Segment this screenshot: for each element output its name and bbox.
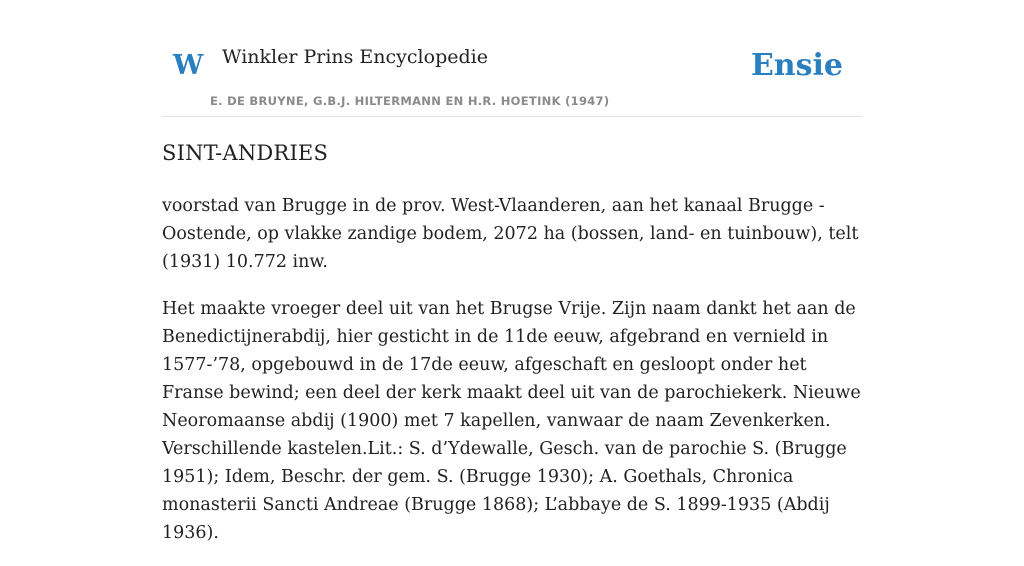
- article-paragraph: voorstad van Brugge in de prov. West-Vlaanderen, aan het kanaal Brugge - Oostende, op vlakke zandige bodem, 2072 ha (bossen, land- en tuinbouw), telt (1931) 10.772 inw.: [162, 196, 859, 272]
- ensie-logo[interactable]: Ensie: [750, 48, 843, 83]
- article-paragraph: Het maakte vroeger deel uit van het Brugse Vrije. Zijn naam dankt het aan de Benedictijnerabdij, hier gesticht in de 11de eeuw, afgebrand en vernield in 1577-’78, opgebouwd in de 17de eeuw, afgeschaft en gesloopt onder het Franse bewind; een deel der kerk maakt deel uit van de parochiekerk. Nieuwe Neoromaanse abdij (1900) met 7 kapellen, vanwaar de naam Zevenkerken. Verschillende kastelen.Lit.: S. d’Ydewalle, Gesch. van de parochie S. (Brugge 1951); Idem, Beschr. der gem. S. (Brugge 1930); A. Goethals, Chronica monasterii Sancti Andreae (Brugge 1868); L’abbaye de S. 1899-1935 (Abdij 1936).: [162, 299, 861, 543]
- source-title[interactable]: Winkler Prins Encyclopedie: [222, 46, 488, 68]
- article-title: SINT-ANDRIES: [162, 141, 329, 165]
- site-header: [162, 0, 862, 117]
- source-authors: E. DE BRUYNE, G.B.J. HILTERMANN EN H.R. HOETINK (1947): [210, 94, 610, 108]
- winkler-prins-logo[interactable]: W: [173, 50, 204, 81]
- article-body: [162, 192, 862, 566]
